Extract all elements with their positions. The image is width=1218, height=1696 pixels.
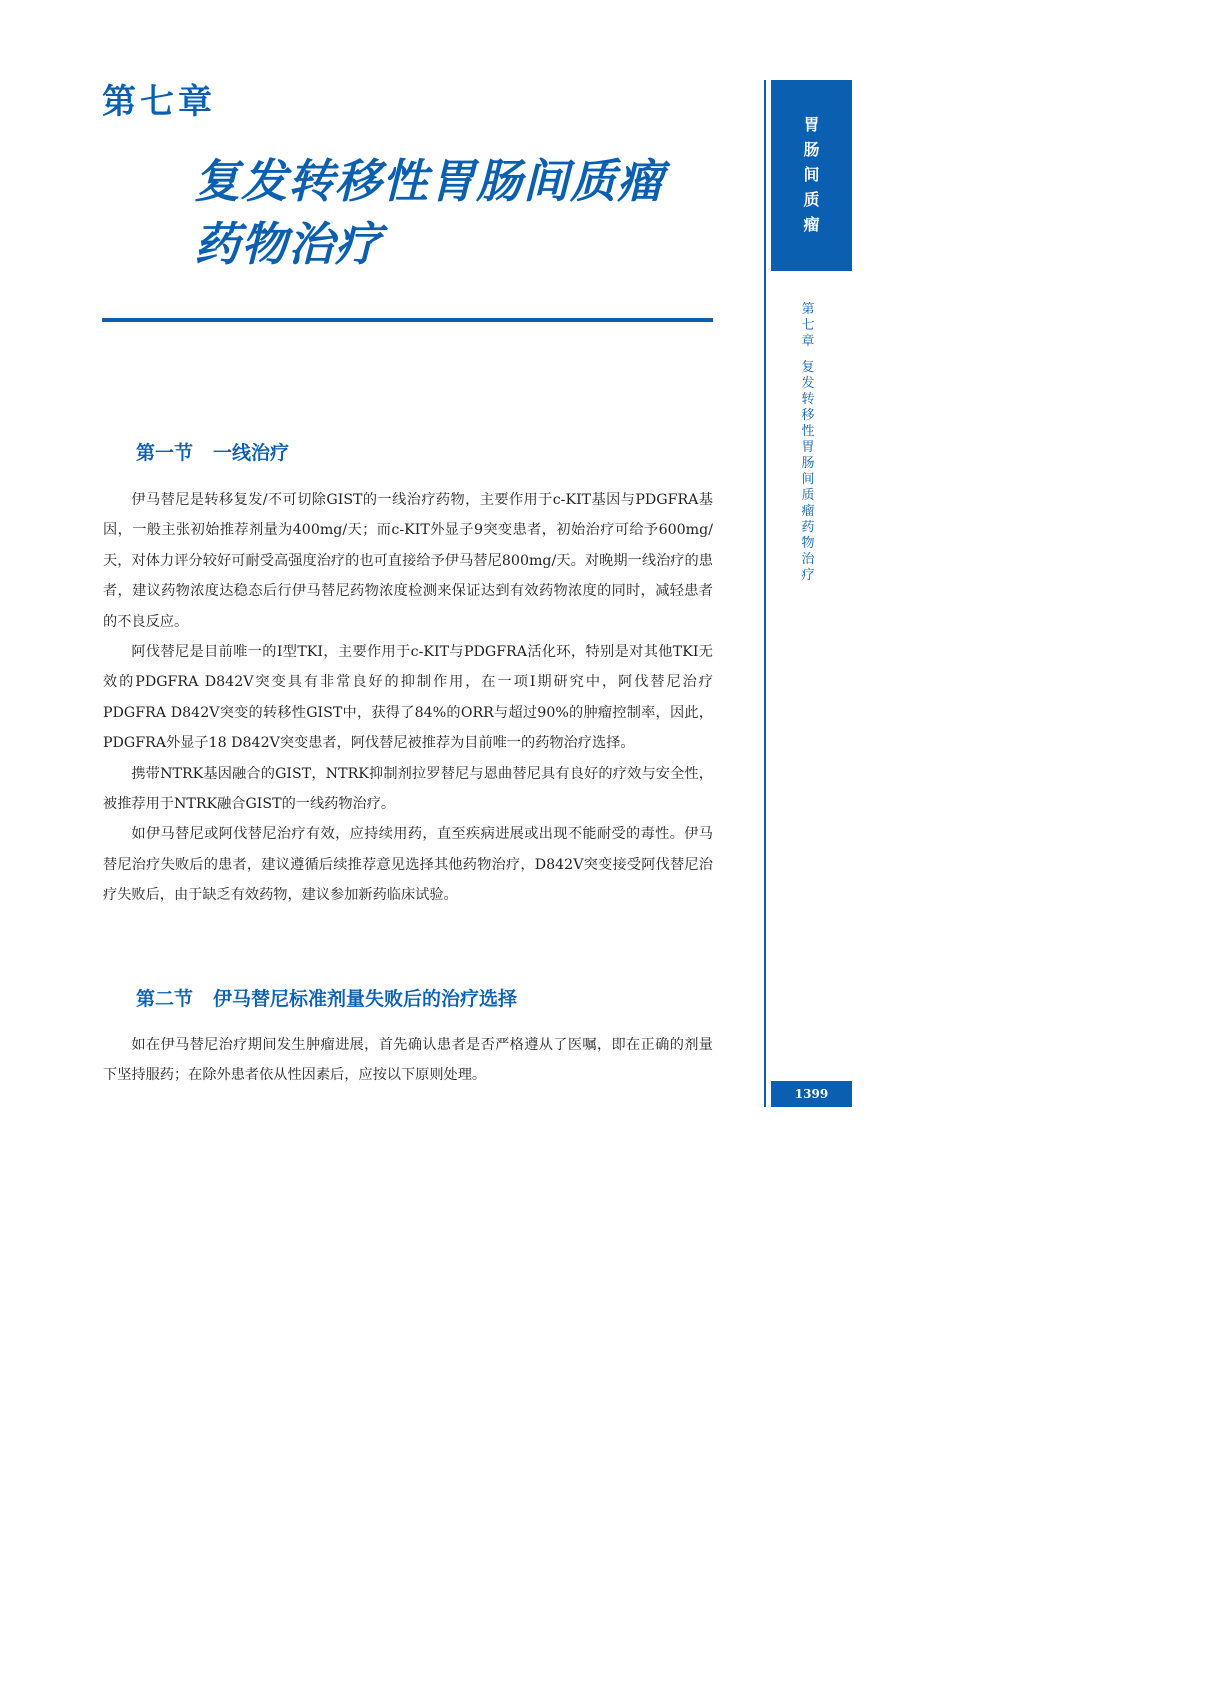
section-2-body <box>103 1030 713 1091</box>
chapter-title <box>194 150 664 276</box>
margin-rule <box>764 80 766 1107</box>
section-1-paragraph-2: 阿伐替尼是目前唯一的Ⅰ型TKI，主要作用于c-KIT与PDGFRA活化环，特别是对其他TKI无效的PDGFRA D842V突变具有非常良好的抑制作用，在一项Ⅰ期研究中，阿伐替尼治疗PDGFRA D842V突变的转移性GIST中，获得了84%的ORR与超过90%的肿瘤控制率，因此，PDGFRA外显子18 D842V突变患者，阿伐替尼被推荐为目前唯一的药物治疗选择。 <box>103 644 713 752</box>
section-1-title: 一线治疗 <box>213 442 290 464</box>
book-title-vertical: 胃肠间质瘤 <box>803 115 820 234</box>
title-divider <box>102 318 713 322</box>
running-header-gap <box>796 350 820 360</box>
section-1-number: 第一节 <box>136 442 194 464</box>
section-1-paragraph-4: 如伊马替尼或阿伐替尼治疗有效，应持续用药，直至疾病进展或出现不能耐受的毒性。伊马替尼治疗失败后的患者，建议遵循后续推荐意见选择其他药物治疗，D842V突变接受阿伐替尼治疗失败后，由于缺乏有效药物，建议参加新药临床试验。 <box>103 826 713 904</box>
section-2-paragraph-1: 如在伊马替尼治疗期间发生肿瘤进展，首先确认患者是否严格遵从了医嘱，即在正确的剂量下坚持服药；在除外患者依从性因素后，应按以下原则处理。 <box>103 1037 713 1084</box>
section-1-paragraph-1: 伊马替尼是转移复发/不可切除GIST的一线治疗药物，主要作用于c-KIT基因与PDGFRA基因，一般主张初始推荐剂量为400mg/天；而c-KIT外显子9突变患者，初始治疗可给予600mg/天，对体力评分较好可耐受高强度治疗的也可直接给予伊马替尼800mg/天。对晚期一线治疗的患者，建议药物浓度达稳态后行伊马替尼药物浓度检测来保证达到有效药物浓度的同时，减轻患者的不良反应。 <box>103 492 713 630</box>
section-2-number: 第二节 <box>136 988 194 1010</box>
chapter-title-line2: 药物治疗 <box>194 217 382 271</box>
running-chapter-title: 复发转移性胃肠间质瘤药物治疗 <box>801 360 815 583</box>
page-number: 1399 <box>771 1081 852 1107</box>
running-chapter-number: 第七章 <box>801 302 815 349</box>
chapter-label: 第七章 <box>102 82 216 122</box>
section-heading-1 <box>136 438 289 465</box>
running-chapter-header <box>796 302 820 584</box>
book-title-tab <box>771 80 852 271</box>
section-1-body <box>103 485 713 911</box>
section-heading-2 <box>136 984 517 1011</box>
chapter-title-line1: 复发转移性胃肠间质瘤 <box>194 154 664 208</box>
section-2-title: 伊马替尼标准剂量失败后的治疗选择 <box>213 988 518 1010</box>
section-1-paragraph-3: 携带NTRK基因融合的GIST，NTRK抑制剂拉罗替尼与恩曲替尼具有良好的疗效与安全性，被推荐用于NTRK融合GIST的一线药物治疗。 <box>103 765 713 813</box>
